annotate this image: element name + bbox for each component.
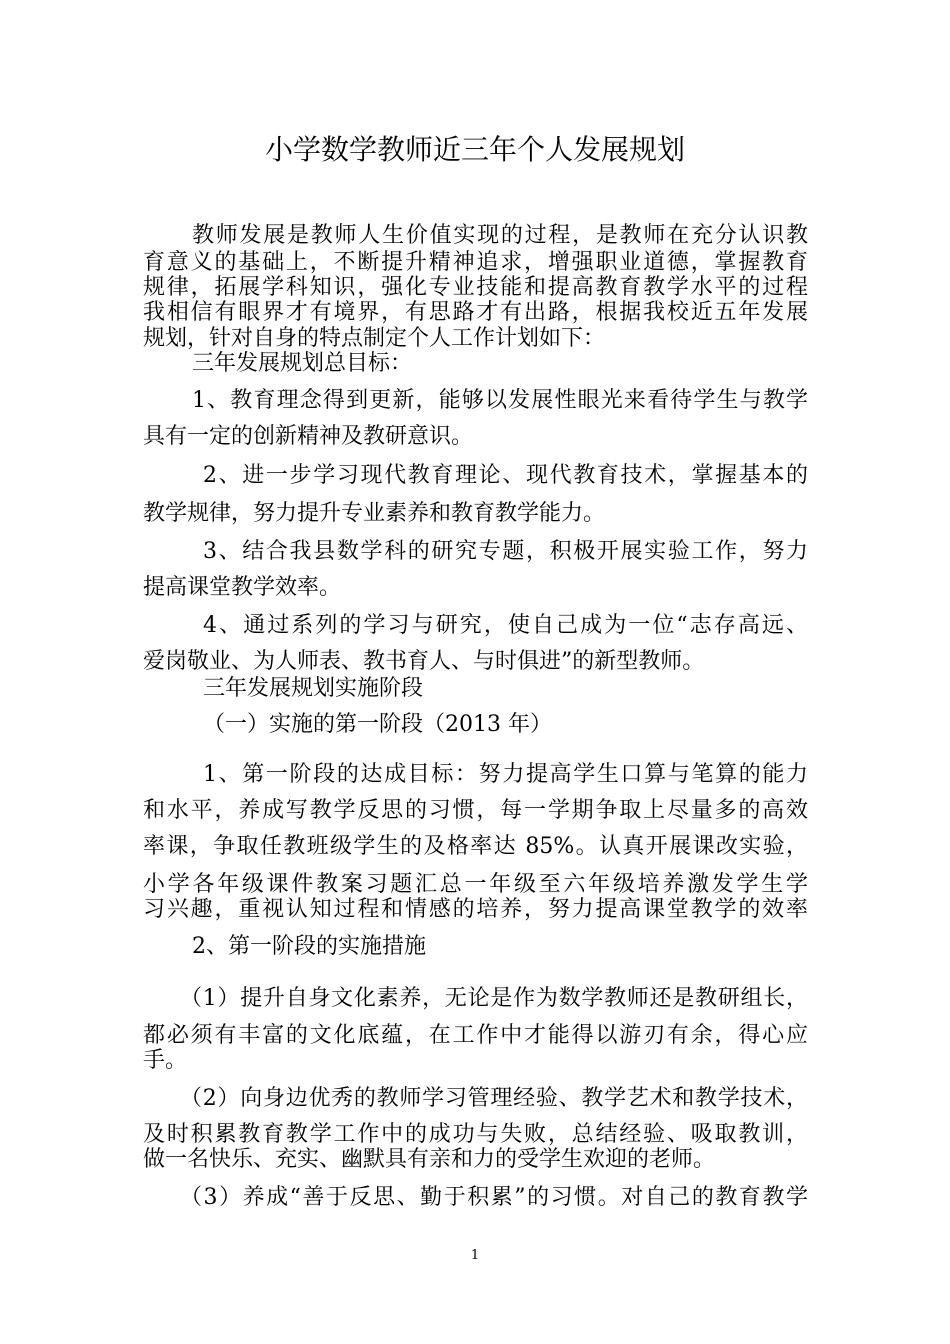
body-line: 我相信有眼界才有境界，有思路才有出路，根据我校近五年发展: [143, 300, 808, 325]
body-line: 2、进一步学习现代教育理论、现代教育技术，掌握基本的: [203, 463, 808, 488]
body-line: （2）向身边优秀的教师学习管理经验、教学艺术和教学技术，: [180, 1086, 808, 1111]
page-number: 1: [470, 1248, 480, 1263]
body-line: 提高课堂教学效率。: [143, 575, 342, 600]
body-line: 及时积累教育教学工作中的成功与失败，总结经验、吸取教训，: [143, 1122, 808, 1147]
body-line: 具有一定的创新精神及教研意识。: [143, 424, 474, 449]
body-line: 教学规律，努力提升专业素养和教育教学能力。: [143, 501, 606, 526]
section-heading: （一）实施的第一阶段（2013 年）: [203, 712, 552, 737]
body-line: 3、结合我县数学科的研究专题，积极开展实验工作，努力: [203, 539, 808, 564]
body-line: 4、通过系列的学习与研究，使自己成为一位“志存高远、: [203, 613, 808, 638]
body-line: 率课，争取任教班级学生的及格率达 85%。认真开展课改实验，: [143, 834, 808, 859]
section-heading: 2、第一阶段的实施措施: [192, 934, 426, 959]
body-line: 做一名快乐、充实、幽默具有亲和力的受学生欢迎的老师。: [143, 1147, 716, 1172]
body-line: 规划，针对自身的特点制定个人工作计划如下：: [143, 326, 606, 351]
body-line: 和水平，养成写教学反思的习惯，每一学期争取上尽量多的高效: [143, 798, 808, 823]
body-line: （1）提升自身文化素养，无论是作为数学教师还是教研组长，: [180, 986, 808, 1011]
body-line: 手。: [143, 1048, 188, 1073]
document-title: 小学数学教师近三年个人发展规划: [264, 133, 685, 166]
body-line: 规律，拓展学科知识，强化专业技能和提高教育教学水平的过程: [143, 275, 808, 300]
body-line: 1、第一阶段的达成目标：努力提高学生口算与笔算的能力: [203, 762, 808, 787]
section-heading: 三年发展规划总目标：: [192, 351, 413, 376]
body-line: 育意义的基础上，不断提升精神追求，增强职业道德，掌握教育: [143, 250, 808, 275]
body-line: 教师发展是教师人生价值实现的过程，是教师在充分认识教: [192, 223, 808, 248]
body-line: 爱岗敬业、为人师表、教书育人、与时俱进”的新型教师。: [143, 649, 705, 674]
body-line: （3）养成“善于反思、勤于积累”的习惯。对自己的教育教学: [180, 1185, 808, 1210]
section-heading: 三年发展规划实施阶段: [203, 676, 424, 701]
body-line: 1、教育理念得到更新，能够以发展性眼光来看待学生与教学: [192, 388, 808, 413]
body-line: 习兴趣，重视认知过程和情感的培养，努力提高课堂教学的效率: [143, 897, 808, 922]
body-line: 都必须有丰富的文化底蕴，在工作中才能得以游刃有余，得心应: [143, 1023, 808, 1048]
body-line: 小学各年级课件教案习题汇总一年级至六年级培养激发学生学: [143, 872, 808, 897]
